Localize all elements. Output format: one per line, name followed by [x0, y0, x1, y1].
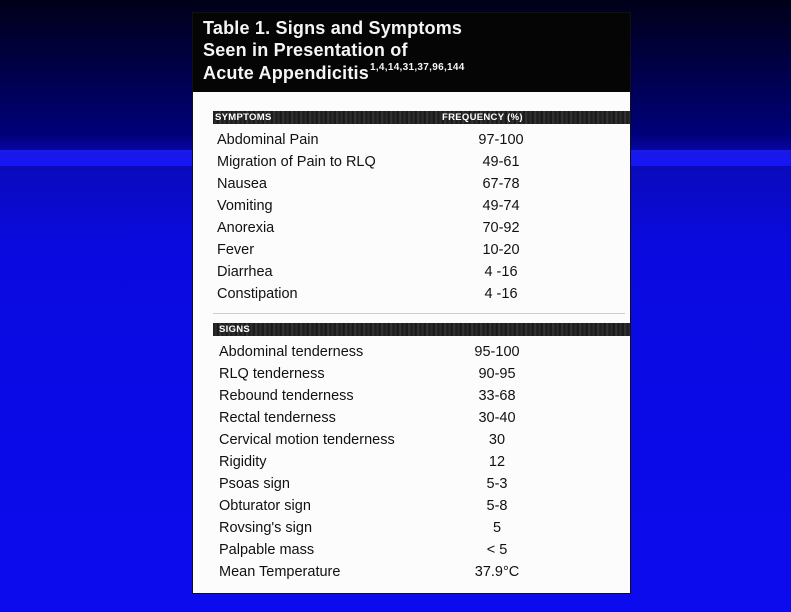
row-label: Diarrhea	[217, 264, 273, 280]
symptoms-header: SYMPTOMS	[215, 112, 272, 123]
table-row	[193, 173, 630, 195]
table-row	[193, 261, 630, 283]
row-label: Fever	[217, 242, 255, 258]
frequency-header: FREQUENCY (%)	[442, 112, 523, 123]
row-frequency: < 5	[486, 542, 508, 558]
table-row	[193, 239, 630, 261]
row-frequency: 97-100	[478, 132, 524, 148]
row-frequency: 30	[488, 432, 506, 448]
table-row	[193, 539, 630, 561]
row-frequency: 67-78	[482, 176, 520, 192]
row-frequency: 70-92	[482, 220, 520, 236]
row-label: Constipation	[217, 286, 298, 302]
row-frequency: 37.9°C	[474, 564, 520, 580]
section-divider	[213, 313, 625, 314]
row-frequency: 12	[488, 454, 506, 470]
table-row	[193, 151, 630, 173]
table-row	[193, 407, 630, 429]
row-label: Rigidity	[219, 454, 267, 470]
row-label: Abdominal tenderness	[219, 344, 364, 360]
table-row	[193, 283, 630, 305]
table-title-text: Acute Appendicitis	[203, 63, 369, 83]
signs-header: SIGNS	[219, 324, 251, 335]
row-label: Psoas sign	[219, 476, 290, 492]
row-frequency: 33-68	[478, 388, 516, 404]
table-title-line-1: Table 1. Signs and Symptoms	[203, 18, 463, 38]
signs-header-bar	[213, 323, 630, 336]
table-row	[193, 495, 630, 517]
row-frequency: 49-74	[482, 198, 520, 214]
row-frequency: 5-8	[486, 498, 508, 514]
row-frequency: 5-3	[486, 476, 508, 492]
row-frequency: 4 -16	[484, 286, 518, 302]
row-frequency: 30-40	[478, 410, 516, 426]
table-row	[193, 429, 630, 451]
row-label: Cervical motion tenderness	[219, 432, 395, 448]
table-row	[193, 517, 630, 539]
row-label: Obturator sign	[219, 498, 311, 514]
table-row	[193, 473, 630, 495]
table-row	[193, 561, 630, 583]
row-frequency: 5	[492, 520, 502, 536]
table-title-block	[193, 13, 630, 92]
row-label: Rebound tenderness	[219, 388, 354, 404]
table-row	[193, 195, 630, 217]
row-label: Anorexia	[217, 220, 275, 236]
table-row	[193, 385, 630, 407]
row-frequency: 49-61	[482, 154, 520, 170]
row-label: Rectal tenderness	[219, 410, 336, 426]
row-frequency: 90-95	[478, 366, 516, 382]
row-frequency: 95-100	[474, 344, 520, 360]
table-title-line-2: Seen in Presentation of	[203, 40, 408, 60]
row-label: Rovsing's sign	[219, 520, 313, 536]
table-title-line-3	[203, 62, 465, 84]
row-frequency: 4 -16	[484, 264, 518, 280]
table-row	[193, 217, 630, 239]
row-label: Mean Temperature	[219, 564, 341, 580]
table-row	[193, 451, 630, 473]
table-row	[193, 129, 630, 151]
table-row	[193, 363, 630, 385]
row-label: Vomiting	[217, 198, 273, 214]
row-label: Migration of Pain to RLQ	[217, 154, 376, 170]
title-references: 1,4,14,31,37,96,144	[369, 62, 465, 73]
row-label: RLQ tenderness	[219, 366, 325, 382]
row-label: Palpable mass	[219, 542, 315, 558]
symptoms-header-bar	[213, 111, 630, 124]
row-label: Abdominal Pain	[217, 132, 319, 148]
table-card	[193, 13, 630, 593]
table-row	[193, 341, 630, 363]
row-frequency: 10-20	[482, 242, 520, 258]
row-label: Nausea	[217, 176, 267, 192]
